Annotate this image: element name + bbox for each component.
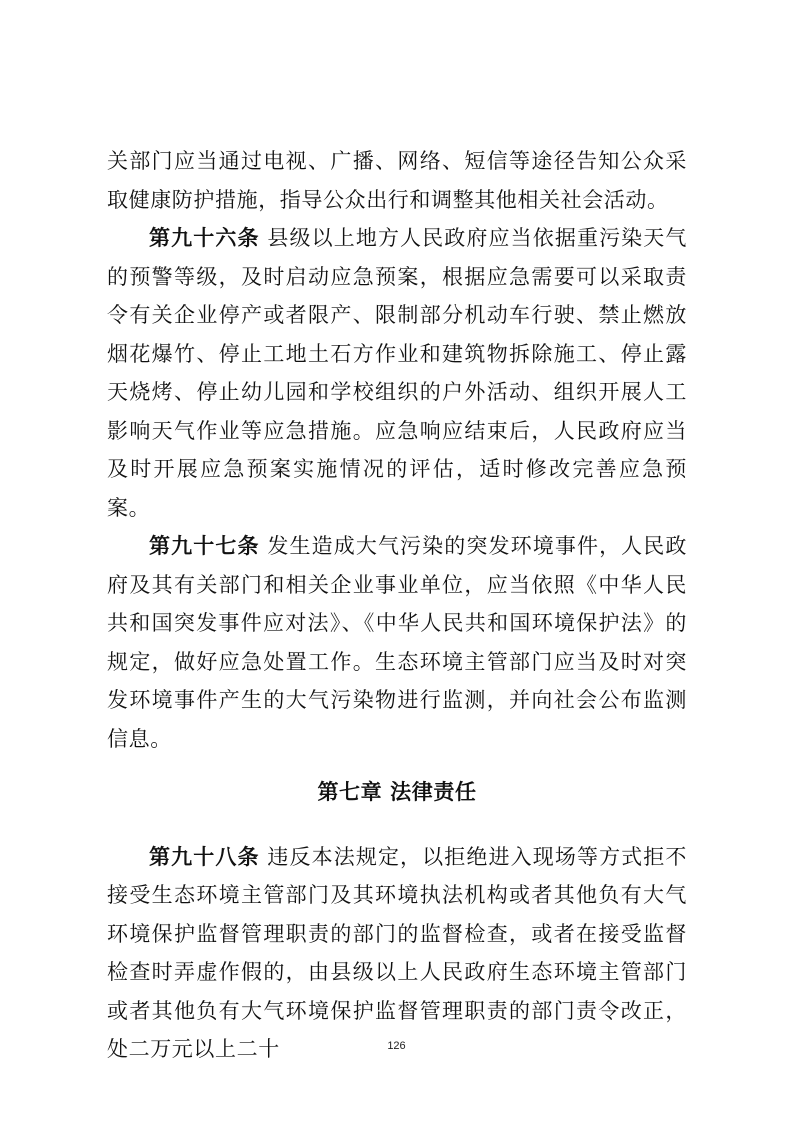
article-text: 县级以上地方人民政府应当依据重污染天气的预警等级，及时启动应急预案，根据应急需要可以采取责令有关企业停产或者限产、限制部分机动车行驶、禁止燃放烟花爆竹、停止工地土石方作业和建筑物拆除施工、停止露天烧烤、停止幼儿园和学校组织的户外活动、组织开展人工影响天气作业等应急措施。应急响应结束后，人民政府应当及时开展应急预案实施情况的评估，适时修改完善应急预案。 <box>107 226 688 520</box>
article-text: 违反本法规定，以拒绝进入现场等方式拒不接受生态环境主管部门及其环境执法机构或者其他负有大气环境保护监督管理职责的部门的监督检查，或者在接受监督检查时弄虚作假的，由县级以上人民政府生态环境主管部门或者其他负有大气环境保护监督管理职责的部门责令改正，处二万元以上二十 <box>107 844 688 1061</box>
article-label: 第九十六条 <box>149 226 260 250</box>
article-label: 第九十七条 <box>149 534 260 558</box>
article-96 <box>107 219 687 527</box>
paragraph-text: 关部门应当通过电视、广播、网络、短信等途径告知公众采取健康防护措施，指导公众出行和调整其他相关社会活动。 <box>107 149 687 212</box>
article-label: 第九十八条 <box>149 844 260 869</box>
chapter-heading: 第七章 法律责任 <box>317 780 477 804</box>
page-body <box>107 142 687 1069</box>
article-98 <box>107 838 687 1069</box>
page-number: 126 <box>387 1040 406 1052</box>
continued-paragraph <box>107 142 687 219</box>
article-text: 发生造成大气污染的突发环境事件，人民政府及其有关部门和相关企业事业单位，应当依照《中华人民共和国突发事件应对法》、《中华人民共和国环境保护法》的规定，做好应急处置工作。生态环境主管部门应当及时对突发环境事件产生的大气污染物进行监测，并向社会公布监测信息。 <box>107 534 688 751</box>
article-97 <box>107 527 687 758</box>
